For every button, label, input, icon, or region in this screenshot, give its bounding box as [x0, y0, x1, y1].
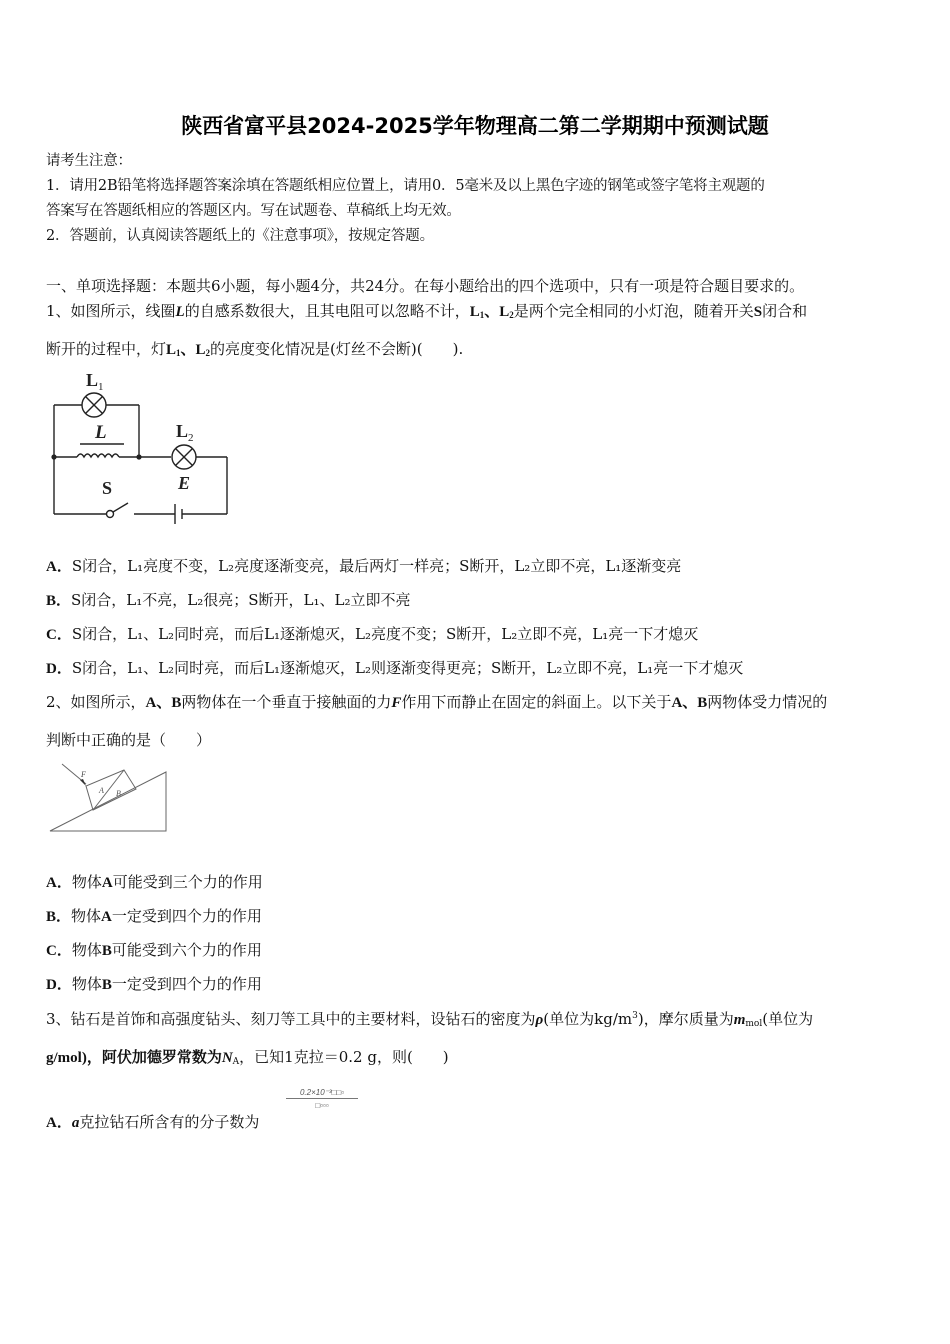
var-force-F: F: [391, 695, 402, 711]
var-switch-S: S: [753, 304, 763, 320]
text: 3、钻石是首饰和高强度钻头、刻刀等工具中的主要材料，设钻石的密度为: [46, 1010, 536, 1028]
question-1-option-d[interactable]: [46, 658, 743, 679]
text: A、B: [145, 695, 182, 711]
option-text: S闭合，L₁不亮，L₂很亮；S断开，L₁、L₂立即不亮: [71, 591, 411, 609]
question-2-option-a[interactable]: [46, 872, 263, 893]
subscript: mol: [745, 1019, 763, 1029]
fraction-numerator: 0.2×10⁻³□□▫: [286, 1088, 358, 1099]
question-3-option-a[interactable]: [46, 1112, 259, 1133]
text: 物体: [71, 907, 102, 925]
question-1-option-a[interactable]: [46, 556, 681, 577]
text: A: [101, 909, 112, 925]
var-coil-L: L: [175, 304, 185, 320]
coil-L-label: L: [95, 422, 107, 443]
text: A: [101, 875, 113, 891]
text: 1、如图所示，线圈: [46, 302, 176, 320]
text: 可能受到六个力的作用: [111, 941, 262, 959]
question-1-option-c[interactable]: [46, 624, 698, 645]
text: 一定受到四个力的作用: [111, 907, 262, 925]
var-a: a: [71, 1115, 80, 1131]
switch-S-label: S: [102, 478, 113, 498]
text: 闭合和: [762, 302, 808, 320]
option-text: 克拉钻石所含有的分子数为: [79, 1113, 260, 1131]
battery-E-label: E: [178, 473, 191, 493]
option-text: S闭合，L₁亮度不变，L₂亮度逐渐变亮，最后两灯一样亮；S断开，L₂立即不亮，L₁逐渐变亮: [71, 557, 682, 575]
fraction-denominator: □▫▫▫: [315, 1101, 329, 1110]
section-heading: 一、单项选择题：本题共6小题，每小题4分，共24分。在每小题给出的四个选项中，只有一项是符合题目要求的。: [46, 277, 805, 295]
text: (单位为: [762, 1010, 814, 1028]
text: 作用下而静止在固定的斜面上。以下关于: [401, 693, 672, 711]
option-label: A．: [46, 875, 72, 891]
notice-line-2: 答案写在答题纸相应的答题区内。写在试题卷、草稿纸上均无效。: [46, 203, 461, 219]
option-label: D．: [46, 977, 72, 993]
lamp-L1-label: L: [86, 370, 99, 390]
force-F-label: F: [81, 770, 86, 779]
svg-text:2: 2: [188, 432, 194, 444]
text: 断开的过程中，灯: [46, 340, 167, 358]
var-avogadro: N: [221, 1050, 233, 1066]
lamp-L2-label: L: [176, 421, 189, 441]
notice-line-3: 2．答题前，认真阅读答题纸上的《注意事项》，按规定答题。: [46, 228, 434, 244]
var-density-rho: ρ: [535, 1012, 544, 1028]
page-title: 陕西省富平县2024-2025学年物理高二第二学期期中预测试题: [181, 114, 769, 138]
text: 两物体受力情况的: [707, 693, 828, 711]
option-label: C．: [46, 627, 72, 643]
text: B: [101, 943, 112, 959]
question-3-stem-line-1: [46, 1009, 813, 1030]
option-text: S闭合，L₁、L₂同时亮，而后L₁逐渐熄灭，L₂亮度不变；S断开，L₂立即不亮，L₁亮一下才熄灭: [71, 625, 699, 643]
question-1-option-b[interactable]: [46, 590, 410, 611]
option-label: A．: [46, 1115, 72, 1131]
question-1-stem-line-1: 1、如图所示，线圈L的自感系数很大，且其电阻可以忽略不计，$L_1$、$L_2$是两个完全相同的小灯泡，随着开关S闭合和: [46, 302, 808, 320]
text: 的自感系数很大，且其电阻可以忽略不计，: [184, 302, 470, 320]
notice-line-1: 1．请用2B铅笔将选择题答案涂填在答题纸相应位置上，请用0．5毫米及以上黑色字迹的钢笔或签字笔将主观题的: [46, 178, 765, 194]
option-label: D．: [46, 661, 72, 677]
notice-heading: 请考生注意：: [46, 153, 132, 169]
question-1-stem-line-2: 断开的过程中，灯$L_1$、$L_2$的亮度变化情况是(灯丝不会断)( ).: [46, 340, 464, 358]
text: 物体: [71, 873, 102, 891]
block-B-label: B: [116, 789, 121, 798]
option-label: A．: [46, 559, 72, 575]
incline-diagram: [44, 760, 174, 835]
text: (单位为kg/m: [543, 1010, 633, 1028]
question-2-option-d[interactable]: [46, 974, 262, 995]
text: 物体: [71, 975, 102, 993]
block-A-label: A: [99, 786, 104, 795]
text: A、B: [671, 695, 708, 711]
question-2-stem-line-2: 判断中正确的是（ ）: [46, 731, 212, 749]
text: 物体: [71, 941, 102, 959]
option-label: B．: [46, 593, 72, 609]
option-label: B．: [46, 909, 72, 925]
fraction-formula: [286, 1088, 358, 1110]
text: 的亮度变化情况是(灯丝不会断)( ).: [210, 340, 464, 358]
var-molar-mass: m: [733, 1012, 746, 1028]
circuit-diagram: [44, 366, 234, 526]
superscript: 3: [632, 1011, 638, 1021]
question-2-stem-line-1: [46, 692, 827, 713]
question-3-stem-line-2: [46, 1047, 449, 1068]
text: 2、如图所示，: [46, 693, 146, 711]
text: 是两个完全相同的小灯泡，随着开关: [513, 302, 754, 320]
text: B: [101, 977, 112, 993]
text: ，已知1克拉＝0.2 g，则( ): [239, 1048, 449, 1066]
option-label: C．: [46, 943, 72, 959]
text: 可能受到三个力的作用: [112, 873, 263, 891]
text: g/mol)，阿伏加德罗常数为: [46, 1050, 222, 1066]
text: 两物体在一个垂直于接触面的力: [181, 693, 392, 711]
option-text: S闭合，L₁、L₂同时亮，而后L₁逐渐熄灭，L₂则逐渐变得更亮；S断开，L₂立即不亮，L₁亮一下才熄灭: [71, 659, 744, 677]
text: )，摩尔质量为: [637, 1010, 734, 1028]
question-2-option-c[interactable]: [46, 940, 262, 961]
svg-text:1: 1: [98, 381, 104, 393]
text: 一定受到四个力的作用: [111, 975, 262, 993]
subscript: A: [232, 1057, 240, 1067]
question-2-option-b[interactable]: [46, 906, 262, 927]
